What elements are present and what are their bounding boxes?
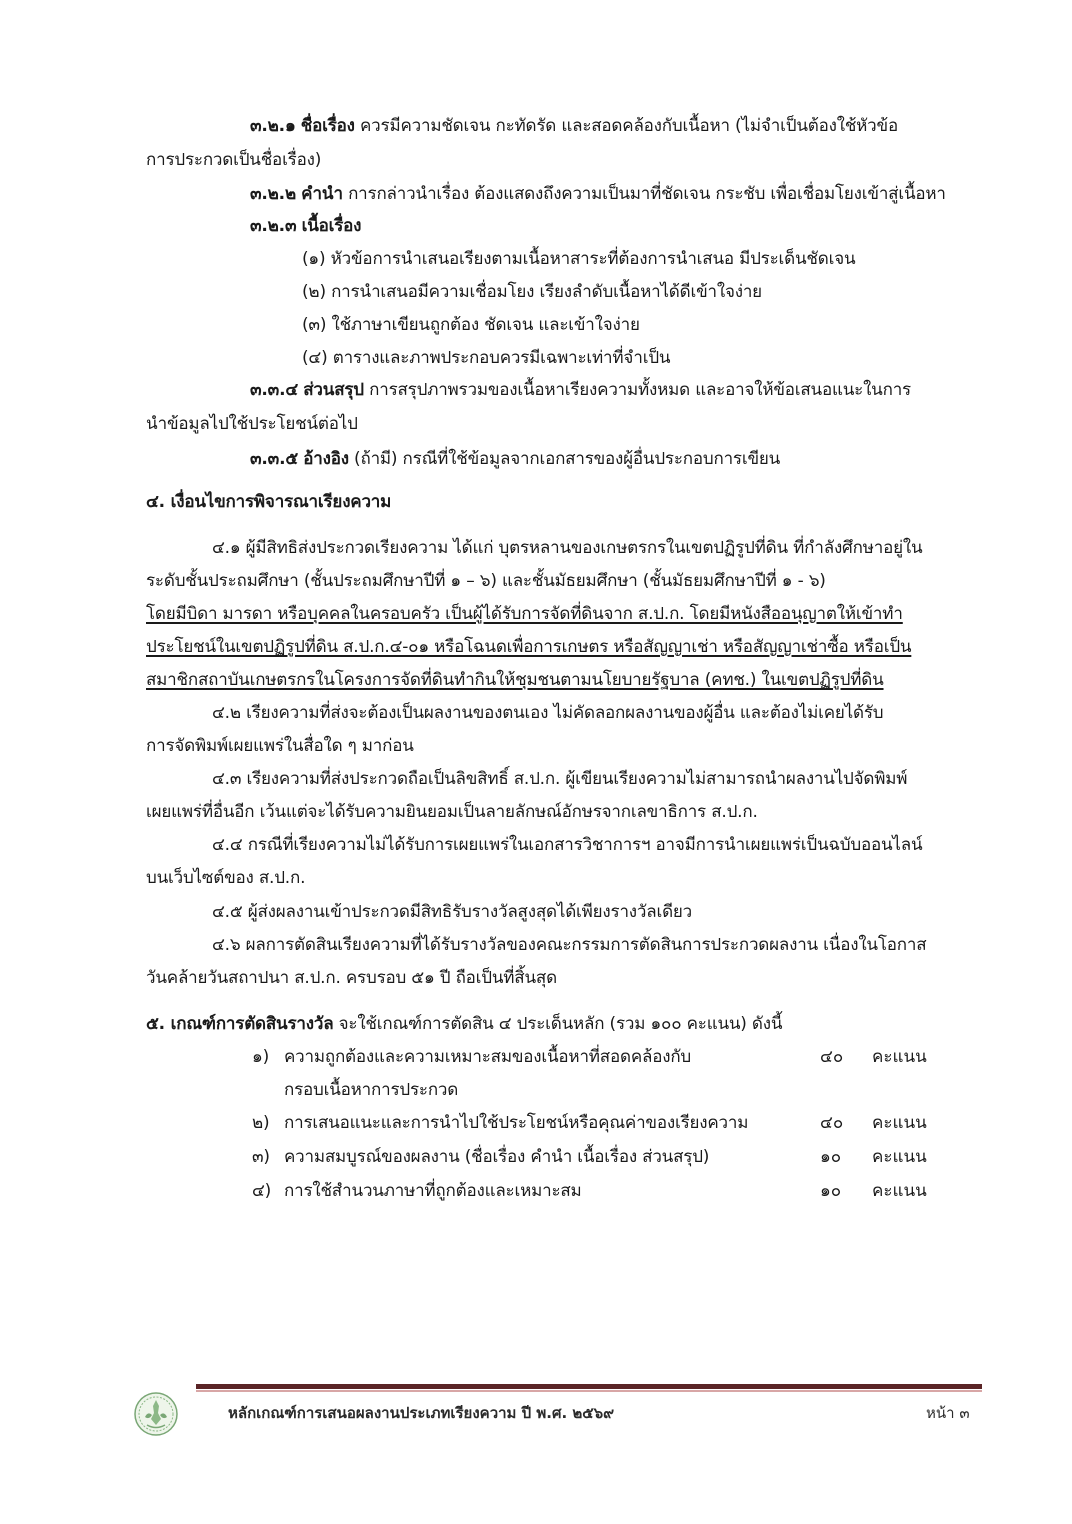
para-4-2-line1: ๔.๒ เรียงความที่ส่งจะต้องเป็นผลงานของตนเอง ไม่คัดลอกผลงานของผู้อื่น และต้องไม่เคยได้รับ — [212, 703, 884, 723]
para-4-1-line5-underlined: สมาชิกสถาบันเกษตรกรในโครงการจัดที่ดินทำกินให้ชุมชนตามนโยบายรัฐบาล (คทช.) ในเขตปฏิรูปที่ดิน — [146, 670, 884, 690]
clause-number: ๓.๒.๑ — [250, 116, 296, 136]
clause-title: คำนำ — [301, 184, 343, 204]
clause-number: ๓.๒.๓ — [250, 216, 297, 236]
criterion-4-unit: คะแนน — [872, 1181, 927, 1201]
footer-page-number: หน้า ๓ — [926, 1404, 970, 1422]
clause-3-2-1-continuation: การประกวดเป็นชื่อเรื่อง) — [146, 150, 322, 170]
criterion-4-number: ๔) — [252, 1181, 272, 1201]
para-4-2-line2: การจัดพิมพ์เผยแพร่ในสื่อใด ๆ มาก่อน — [146, 736, 414, 756]
clause-title: ชื่อเรื่อง — [300, 116, 355, 136]
criterion-3-text: ความสมบูรณ์ของผลงาน (ชื่อเรื่อง คำนำ เนื้อเรื่อง ส่วนสรุป) — [284, 1147, 710, 1167]
content-item: (๓) ใช้ภาษาเขียนถูกต้อง ชัดเจน และเข้าใจง่าย — [302, 315, 640, 335]
section-5-title: ๕. เกณฑ์การตัดสินรางวัล — [146, 1014, 334, 1034]
clause-3-2-1 — [250, 114, 898, 138]
clause-title: ส่วนสรุป — [303, 380, 364, 400]
content-item: (๑) หัวข้อการนำเสนอเรียงตามเนื้อหาสาระที่ต้องการนำเสนอ มีประเด็นชัดเจน — [302, 249, 856, 269]
section-5-intro: จะใช้เกณฑ์การตัดสิน ๔ ประเด็นหลัก (รวม ๑๐๐ คะแนน) ดังนี้ — [338, 1014, 783, 1034]
clause-text: (ถ้ามี) กรณีที่ใช้ข้อมูลจากเอกสารของผู้อื่นประกอบการเขียน — [354, 449, 781, 469]
para-4-1-line4-underlined: ประโยชน์ในเขตปฏิรูปที่ดิน ส.ป.ก.๔-๐๑ หรือโฉนดเพื่อการเกษตร หรือสัญญาเช่า หรือสัญญาเช่าซื้อ หรือเป็น — [146, 637, 912, 657]
footer-document-title: หลักเกณฑ์การเสนอผลงานประเภทเรียงความ ปี พ.ศ. ๒๕๖๙ — [228, 1404, 615, 1422]
content-item: (๔) ตารางและภาพประกอบควรมีเฉพาะเท่าที่จำเป็น — [302, 348, 671, 368]
criterion-1-text: ความถูกต้องและความเหมาะสมของเนื้อหาที่สอดคล้องกับ — [284, 1047, 692, 1067]
clause-3-2-2 — [250, 182, 946, 206]
para-4-6-line2: วันคล้ายวันสถาปนา ส.ป.ก. ครบรอบ ๕๑ ปี ถือเป็นที่สิ้นสุด — [146, 968, 557, 988]
clause-3-2-3 — [250, 214, 361, 238]
criterion-2-number: ๒) — [252, 1113, 270, 1133]
clause-number: ๓.๓.๕ — [250, 449, 299, 469]
clause-3-3-5 — [250, 447, 780, 471]
criterion-3-score: ๑๐ — [820, 1147, 842, 1167]
clause-number: ๓.๓.๔ — [250, 380, 299, 400]
clause-title: อ้างอิง — [303, 449, 349, 469]
alro-seal-logo-icon — [133, 1391, 179, 1437]
criterion-1-unit: คะแนน — [872, 1047, 927, 1067]
para-4-3-line1: ๔.๓ เรียงความที่ส่งประกวดถือเป็นลิขสิทธิ์ ส.ป.ก. ผู้เขียนเรียงความไม่สามารถนำผลงานไปจัดพิมพ์ — [212, 769, 908, 789]
criterion-3-unit: คะแนน — [872, 1147, 927, 1167]
clause-text: ควรมีความชัดเจน กะทัดรัด และสอดคล้องกับเนื้อหา (ไม่จำเป็นต้องใช้หัวข้อ — [360, 116, 898, 136]
para-4-1-line3-underlined: โดยมีบิดา มารดา หรือบุคคลในครอบครัว เป็นผู้ได้รับการจัดที่ดินจาก ส.ป.ก. โดยมีหนังสืออนุญาตให้เข้าทำ — [146, 604, 903, 624]
section-4-heading: ๔. เงื่อนไขการพิจารณาเรียงความ — [146, 492, 392, 512]
clause-text: การสรุปภาพรวมของเนื้อหาเรียงความทั้งหมด และอาจให้ข้อเสนอแนะในการ — [369, 380, 911, 400]
footer-rule-accent — [196, 1390, 982, 1392]
para-4-4-line2: บนเว็บไซต์ของ ส.ป.ก. — [146, 868, 306, 888]
para-4-3-line2: เผยแพร่ที่อื่นอีก เว้นแต่จะได้รับความยินยอมเป็นลายลักษณ์อักษรจากเลขาธิการ ส.ป.ก. — [146, 802, 758, 822]
clause-3-3-4-continuation: นำข้อมูลไปใช้ประโยชน์ต่อไป — [146, 414, 358, 434]
content-item: (๒) การนำเสนอมีความเชื่อมโยง เรียงลำดับเนื้อหาได้ดีเข้าใจง่าย — [302, 282, 762, 302]
criterion-3-number: ๓) — [252, 1147, 270, 1167]
criterion-1-score: ๔๐ — [820, 1047, 844, 1067]
clause-number: ๓.๒.๒ — [250, 184, 296, 204]
clause-text: การกล่าวนำเรื่อง ต้องแสดงถึงความเป็นมาที่ชัดเจน กระชับ เพื่อเชื่อมโยงเข้าสู่เนื้อหา — [348, 184, 946, 204]
para-4-4-line1: ๔.๔ กรณีที่เรียงความไม่ได้รับการเผยแพร่ในเอกสารวิชาการฯ อาจมีการนำเผยแพร่เป็นฉบับออนไลน์ — [212, 835, 923, 855]
clause-title: เนื้อเรื่อง — [301, 216, 362, 236]
footer-rule — [196, 1384, 982, 1389]
criterion-4-score: ๑๐ — [820, 1181, 842, 1201]
criterion-2-text: การเสนอแนะและการนำไปใช้ประโยชน์หรือคุณค่าของเรียงความ — [284, 1113, 749, 1133]
criterion-4-text: การใช้สำนวนภาษาที่ถูกต้องและเหมาะสม — [284, 1181, 582, 1201]
para-4-5: ๔.๕ ผู้ส่งผลงานเข้าประกวดมีสิทธิรับรางวัลสูงสุดได้เพียงรางวัลเดียว — [212, 902, 693, 922]
criterion-1-number: ๑) — [252, 1047, 270, 1067]
clause-3-3-4 — [250, 378, 911, 402]
criterion-2-unit: คะแนน — [872, 1113, 927, 1133]
criterion-1-text-continuation: กรอบเนื้อหาการประกวด — [284, 1080, 459, 1100]
para-4-1-line1: ๔.๑ ผู้มีสิทธิส่งประกวดเรียงความ ได้แก่ บุตรหลานของเกษตรกรในเขตปฏิรูปที่ดิน ที่กำลังศึกษาอยู่ใน — [212, 538, 923, 558]
para-4-1-line2: ระดับชั้นประถมศึกษา (ชั้นประถมศึกษาปีที่ ๑ – ๖) และชั้นมัธยมศึกษา (ชั้นมัธยมศึกษาปีที่ ๑ - ๖) — [146, 571, 826, 591]
para-4-6-line1: ๔.๖ ผลการตัดสินเรียงความที่ได้รับรางวัลของคณะกรรมการตัดสินการประกวดผลงาน เนื่องในโอกาส — [212, 935, 927, 955]
section-5-heading — [146, 1012, 782, 1036]
criterion-2-score: ๔๐ — [820, 1113, 844, 1133]
